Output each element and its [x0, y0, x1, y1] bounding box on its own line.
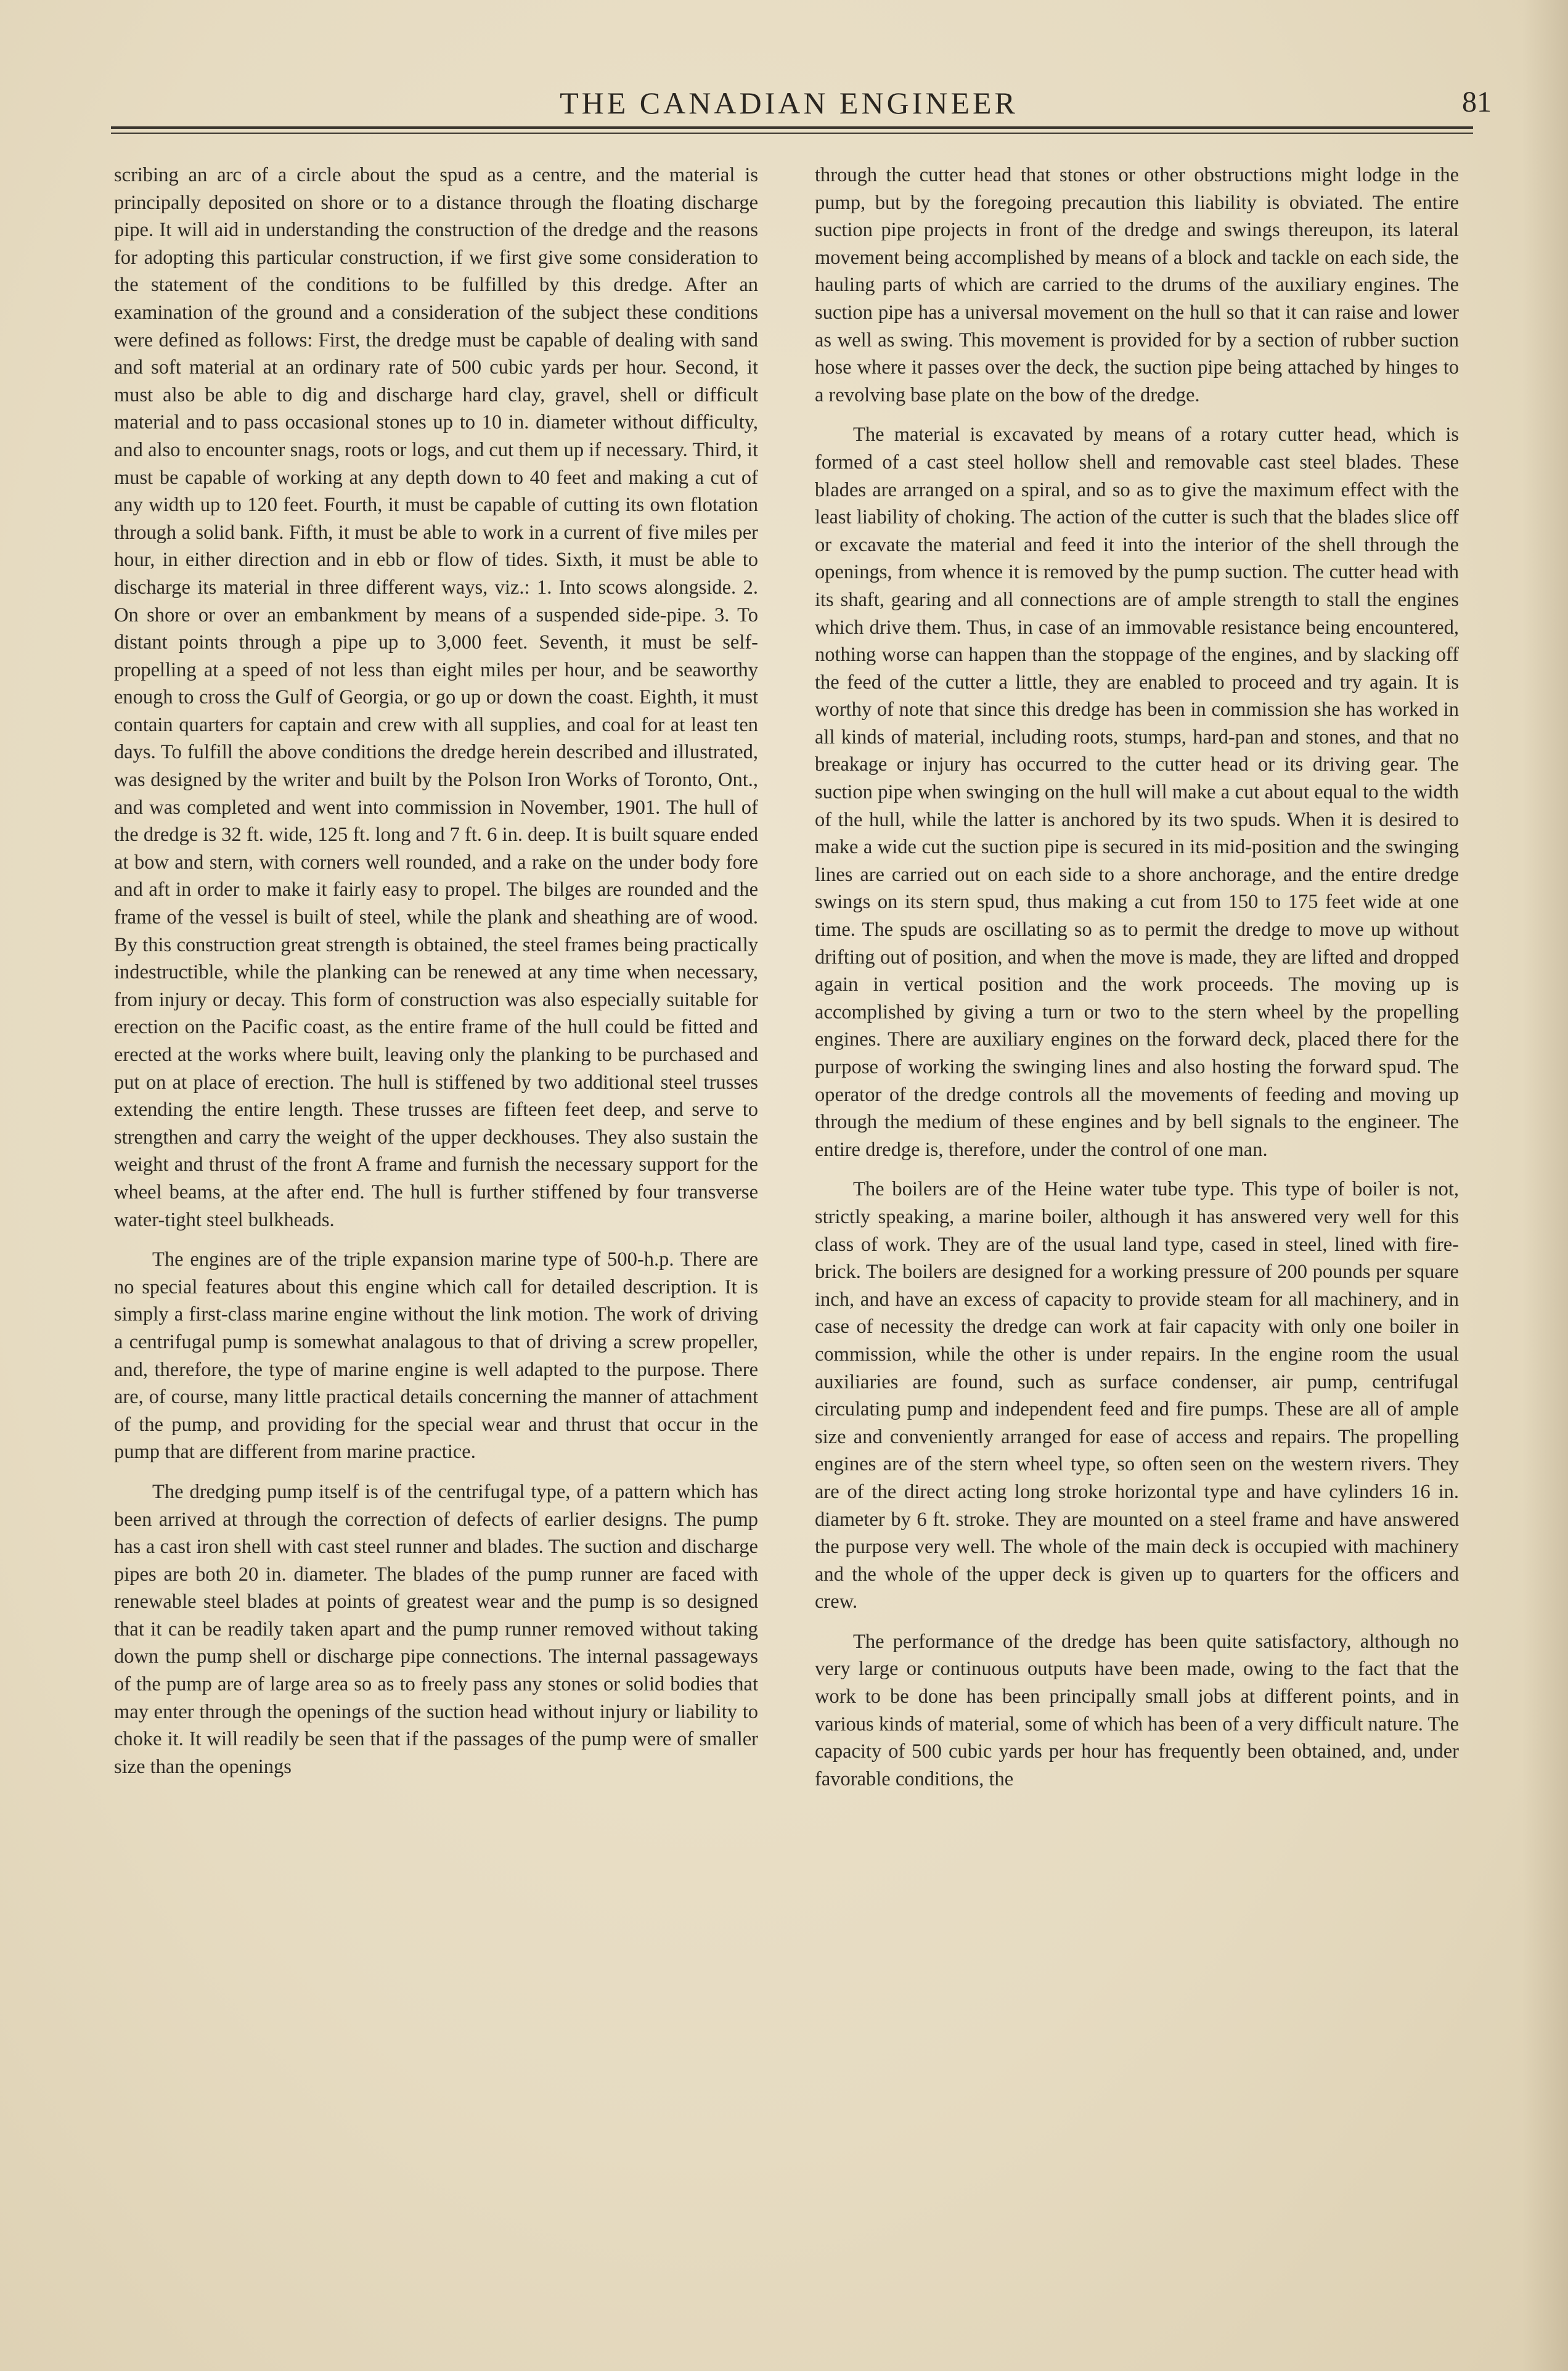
paragraph: through the cutter head that stones or other obstructions might lodge in the pump, but by the foregoing precaution this liability is obviated. The entire suction pipe projects in front of the dredge and swings thereupon, its lateral movement being accomplished by means of a block and tackle on each side, the hauling parts of which are carried to the drums of the auxiliary engines. The suction pipe has a universal movement on the hull so that it can raise and lower as well as swing. This movement is provided for by a section of rubber suction hose where it passes over the deck, the suction pipe being attached by hinges to a revolving base plate on the bow of the dredge. — [815, 164, 1459, 406]
binding-shadow — [1522, 0, 1568, 2371]
header-rule-thin — [111, 133, 1473, 134]
left-column — [114, 162, 758, 1780]
paragraph: The engines are of the triple expansion marine type of 500-h.p. There are no special features about this engine which call for detailed description. It is simply a first-class marine engine without the link motion. The work of driving a centrifugal pump is somewhat analagous to that of driving a screw propeller, and, therefore, the type of marine engine is well adapted to the purpose. There are, of course, many little practical details concerning the manner of attachment of the pump, and providing for the special wear and thrust that occur in the pump that are different from marine practice. — [114, 1248, 758, 1464]
publication-title: THE CANADIAN ENGINEER — [560, 86, 1018, 120]
paragraph: The dredging pump itself is of the centrifugal type, of a pattern which has been arrived at through the correction of defects of earlier designs. The pump has a cast iron shell with cast steel runner and blades. The suction and discharge pipes are both 20 in. diameter. The blades of the pump runner are faced with renewable steel blades at points of greatest wear and the pump is so designed that it can be readily taken apart and the pump runner removed without taking down the pump shell or discharge pipe connections. The internal passageways of the pump are of large area so as to freely pass any stones or solid bodies that may enter through the openings of the suction head without injury or liability to choke it. It will readily be seen that if the passages of the pump were of smaller size than the openings — [114, 1480, 758, 1778]
paragraph: The material is excavated by means of a rotary cutter head, which is formed of a cast steel hollow shell and removable cast steel blades. These blades are arranged on a spiral, and so as to give the maximum effect with the least liability of choking. The action of the cutter is such that the blades slice off or excavate the material and feed it into the interior of the shell through the openings, from whence it is removed by the pump suction. The cutter head with its shaft, gearing and all connections are of ample strength to stall the engines which drive them. Thus, in case of an immovable resistance being encountered, nothing worse can happen than the stoppage of the engines, and by slacking off the feed of the cutter a little, they are enabled to proceed and try again. It is worthy of note that since this dredge has been in commission she has worked in all kinds of material, including roots, stumps, hard-pan and stones, and that no breakage or injury has occurred to the cutter head or its driving gear. The suction pipe when swinging on the hull will make a cut about equal to the width of the hull, while the latter is anchored by its two spuds. When it is desired to make a wide cut the suction pipe is secured in its mid-position and the swinging lines are carried out on each side to a shore anchorage, and the entire dredge swings on its stern spud, thus making a cut from 150 to 175 feet wide at one time. The spuds are oscillating so as to permit the dredge to move up without drifting out of position, and when the move is made, they are lifted and dropped again in vertical position and the work proceeds. The moving up is accomplished by giving a turn or two to the stern wheel by the propelling engines. There are auxiliary engines on the forward deck, placed there for the purpose of working the swinging lines and also hosting the forward spud. The operator of the dredge controls all the movements of feeding and moving up through the medium of these engines and by bell signals to the engineer. The entire dredge is, therefore, under the control of one man. — [815, 424, 1459, 1161]
right-column — [815, 162, 1459, 1793]
paragraph: scribing an arc of a circle about the spud as a centre, and the material is principally deposited on shore or to a distance through the floating discharge pipe. It will aid in understanding the construction of the dredge and the reasons for adopting this particular construction, if we first give some consideration to the statement of the conditions to be fulfilled by this dredge. After an examination of the ground and a consideration of the subject these conditions were defined as follows: First, the dredge must be capable of dealing with sand and soft material at an ordinary rate of 500 cubic yards per hour. Second, it must also be able to dig and discharge hard clay, gravel, shell or difficult material and to pass occasional stones up to 10 in. diameter without difficulty, and also to encounter snags, roots or logs, and cut them up if necessary. Third, it must be capable of working at any depth down to 40 feet and making a cut of any width up to 120 feet. Fourth, it must be capable of cutting its own flotation through a solid bank. Fifth, it must be able to work in a current of five miles per hour, in either direction and in ebb or flow of tides. Sixth, it must be able to discharge its material in three different ways, viz.: 1. Into scows alongside. 2. On shore or over an embankment by means of a suspended side-pipe. 3. To distant points through a pipe up to 3,000 feet. Seventh, it must be self-propelling at a speed of not less than eight miles per hour, and be seaworthy enough to cross the Gulf of Georgia, or go up or down the coast. Eighth, it must contain quarters for captain and crew with all supplies, and coal for at least ten days. To fulfill the above conditions the dredge herein described and illustrated, was designed by the writer and built by the Polson Iron Works of Toronto, Ont., and was completed and went into commission in November, 1901. The hull of the dredge is 32 ft. wide, 125 ft. long and 7 ft. 6 in. deep. It is built square ended at bow and stern, with corners well rounded, and a rake on the under body fore and aft in order to make it fairly easy to propel. The bilges are rounded and the frame of the vessel is built of steel, while the plank and sheathing are of wood. By this construction great strength is obtained, the steel frames being practically indestructible, while the planking can be renewed at any time when necessary, from injury or decay. This form of construction was also especially suitable for erection on the Pacific coast, as the entire frame of the hull could be fitted and erected at the works where built, leaving only the planking to be purchased and put on at place of erection. The hull is stiffened by two additional steel trusses extending the entire length. These trusses are fifteen feet deep, and serve to strengthen and carry the weight of the upper deckhouses. They also sustain the weight and thrust of the front A frame and furnish the necessary support for the wheel beams, at the after end. The hull is further stiffened by four transverse water-tight steel bulkheads. — [114, 164, 758, 1231]
running-header — [111, 85, 1492, 128]
header-rule-thick — [111, 126, 1473, 129]
paragraph: The boilers are of the Heine water tube type. This type of boiler is not, strictly speaking, a marine boiler, although it has answered very well for this class of work. They are of the usual land type, cased in steel, lined with fire-brick. The boilers are designed for a working pressure of 200 pounds per square inch, and have an excess of capacity to provide steam for all machinery, and in case of necessity the dredge can work at fair capacity with only one boiler in commission, while the other is under repairs. In the engine room the usual auxiliaries are found, such as surface condenser, air pump, centrifugal circulating pump and independent feed and fire pumps. These are all of ample size and conveniently arranged for ease of access and repairs. The propelling engines are of the stern wheel type, so often seen on the western rivers. They are of the direct acting long stroke horizontal type and have cylinders 16 in. diameter by 6 ft. stroke. They are mounted on a steel frame and have answered the purpose very well. The whole of the main deck is occupied with machinery and the whole of the upper deck is given up to quarters for the officers and crew. — [815, 1178, 1459, 1613]
page-number: 81 — [1462, 86, 1492, 118]
paragraph: The performance of the dredge has been quite satisfactory, although no very large or continuous outputs have been made, owing to the fact that the work to be done has been principally small jobs at different points, and in various kinds of material, some of which has been of a very difficult nature. The capacity of 500 cubic yards per hour has frequently been obtained, and, under favorable conditions, the — [815, 1630, 1459, 1790]
